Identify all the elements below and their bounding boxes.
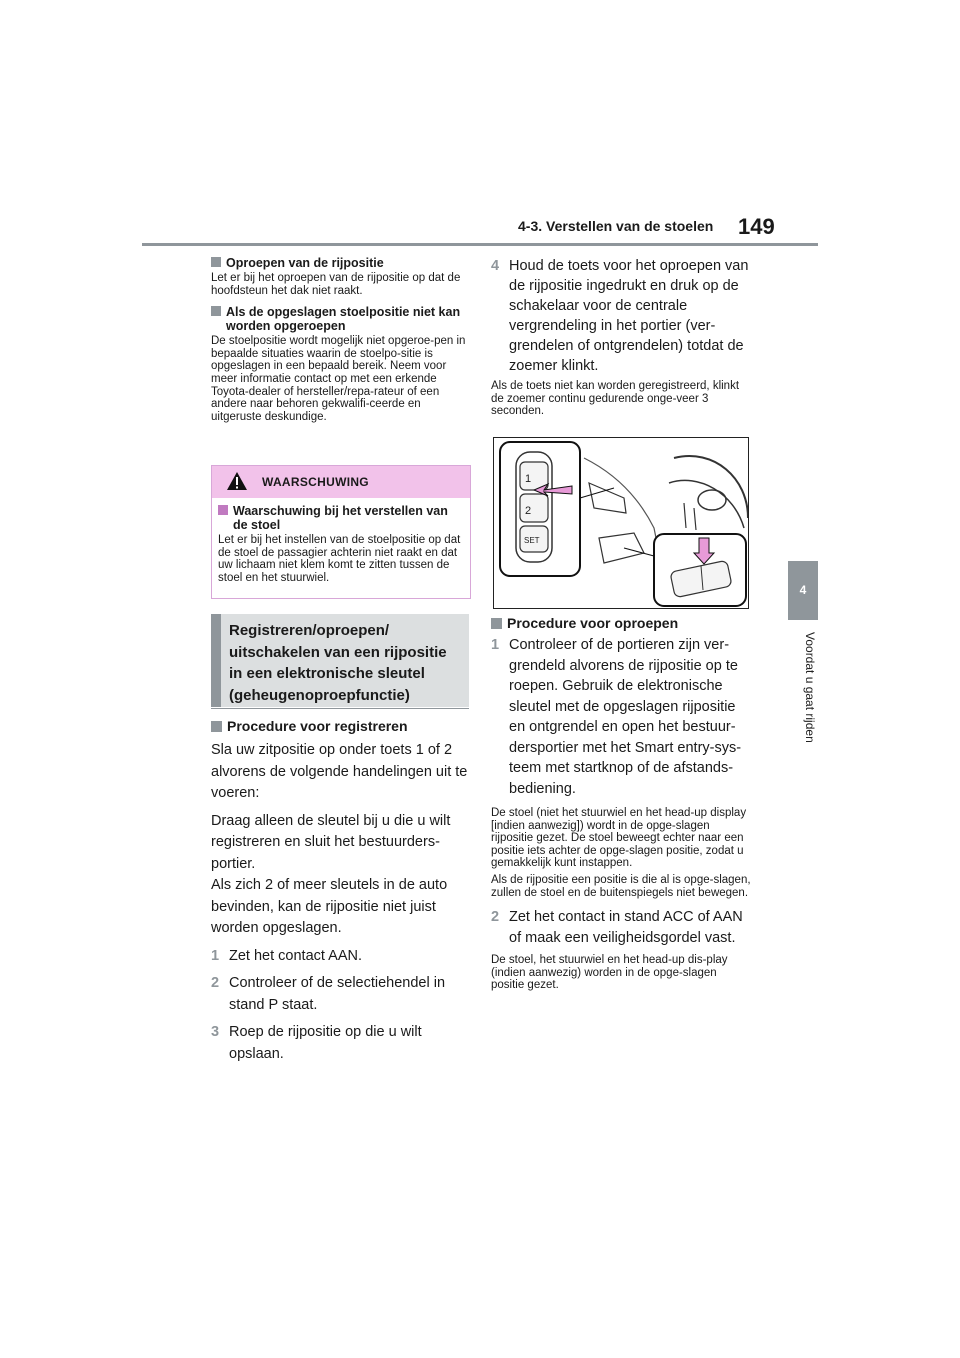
register-subhead: Procedure voor registreren	[211, 718, 469, 734]
right-column-bottom	[491, 615, 753, 1000]
memory-button-1-label: 1	[525, 473, 532, 485]
chapter-label: Voordat u gaat rijden	[803, 632, 817, 743]
recall-step-1: 1 Controleer of de portieren zijn ver-grendeld alvorens de rijpositie op te roepen. Gebruik de elektronische sleutel met de opgeslagen rijpositie en ontgrendel en open het bestuur-dersportier met het Smart entry-sys-teem met startknop of de afstands-bediening.	[491, 637, 742, 797]
left-column-top	[211, 256, 471, 431]
warning-subhead: Waarschuwing bij het verstellen van de stoel	[218, 504, 464, 532]
square-bullet-icon	[211, 306, 221, 316]
recall-note-1: De stoel (niet het stuurwiel en het head-up display [indien aanwezig]) wordt in de opge-slagen rijpositie gezet. De stoel beweegt echter naar een positie iets achter de opge-slagen positie, zodat u gemakkelijk kunt instappen.	[491, 807, 747, 870]
section-header: 4-3. Verstellen van de stoelen	[518, 218, 714, 234]
register-step-2: 2 Controleer of de selectiehendel in stand P staat.	[211, 975, 446, 1013]
right-column-top	[491, 256, 753, 426]
notrecall-text: De stoelpositie wordt mogelijk niet opgeroe-pen in bepaalde situaties waarin de stoelpo-sitie is opgeslagen in een bepaald bereik. Neem voor meer informatie contact op met een erkende Toyota-dealer of hersteller/repa-rateur of een andere naar behoren gekwalifi-ceerde en uitgeruste deskundige.	[211, 335, 466, 423]
register-step-4: 4 Houd de toets voor het oproepen van de rijpositie ingedrukt en druk op de schakelaar voor de centrale vergrendeling in het portier (ver-grendelen of ontgrendelen) totdat de zoemer klinkt.	[491, 258, 749, 374]
warning-triangle-icon	[226, 471, 248, 491]
register-paragraph-2: Draag alleen de sleutel bij u die u wilt registreren en sluit het bestuurders-portier.	[211, 812, 451, 872]
square-bullet-icon	[211, 721, 222, 732]
register-step-1: 1 Zet het contact AAN.	[211, 947, 362, 964]
warning-box	[211, 465, 471, 599]
memory-switch-figure	[493, 437, 749, 609]
recall-note-3: De stoel, het stuurwiel en het head-up dis-play (indien aanwezig) worden in de opge-slagen positie gezet.	[491, 954, 728, 992]
square-bullet-icon	[491, 618, 502, 629]
square-bullet-icon	[211, 257, 221, 267]
header-divider	[142, 243, 818, 246]
recall-procedure-subhead: Procedure voor oproepen	[491, 615, 753, 631]
register-paragraph-3: Als zich 2 of meer sleutels in de auto bevinden, kan de rijpositie niet juist worden opgeslagen.	[211, 877, 448, 936]
warning-text: Let er bij het instellen van de stoelpositie op dat de stoel de passagier achterin niet raakt en dat uw lichaam niet klem komt te zitten tussen de stoel en het stuurwiel.	[218, 534, 461, 584]
notrecall-subhead: Als de opgeslagen stoelpositie niet kan worden opgeroepen	[211, 305, 471, 333]
recall-subhead: Oproepen van de rijpositie	[211, 256, 471, 270]
recall-text: Let er bij het oproepen van de rijpositie op dat de hoofdsteun het dak niet raakt.	[211, 272, 461, 297]
page-number: 149	[738, 214, 775, 239]
register-paragraph-1: Sla uw zitpositie op onder toets 1 of 2 alvorens de volgende handelingen uit te voeren:	[211, 742, 468, 801]
chapter-tab: 4	[788, 561, 818, 620]
left-column-bottom	[211, 718, 469, 1071]
set-button-label: SET	[524, 536, 540, 545]
warning-title: WAARSCHUWING	[262, 475, 369, 489]
recall-note-2: Als de rijpositie een positie is die al is opge-slagen, zullen de stoel en de buitenspiegels niet bewegen.	[491, 873, 751, 899]
square-bullet-icon	[218, 505, 228, 515]
memory-switch-illustration	[494, 438, 748, 608]
recall-step-2: 2 Zet het contact in stand ACC of AAN of maak een veiligheidsgordel vast.	[491, 909, 743, 946]
warning-body	[212, 498, 470, 584]
section-title: Registreren/oproepen/ uitschakelen van een rijpositie in een elektronische sleutel (geheugenoproepfunctie)	[211, 614, 469, 707]
memory-button-2-label: 2	[525, 505, 532, 517]
register-step-3: 3 Roep de rijpositie op die u wilt opslaan.	[211, 1024, 422, 1062]
register-step-4-note: Als de toets niet kan worden geregistreerd, klinkt de zoemer continu gedurende onge-veer 3 seconden.	[491, 380, 740, 418]
warning-header	[212, 466, 470, 498]
section-divider	[211, 708, 469, 709]
